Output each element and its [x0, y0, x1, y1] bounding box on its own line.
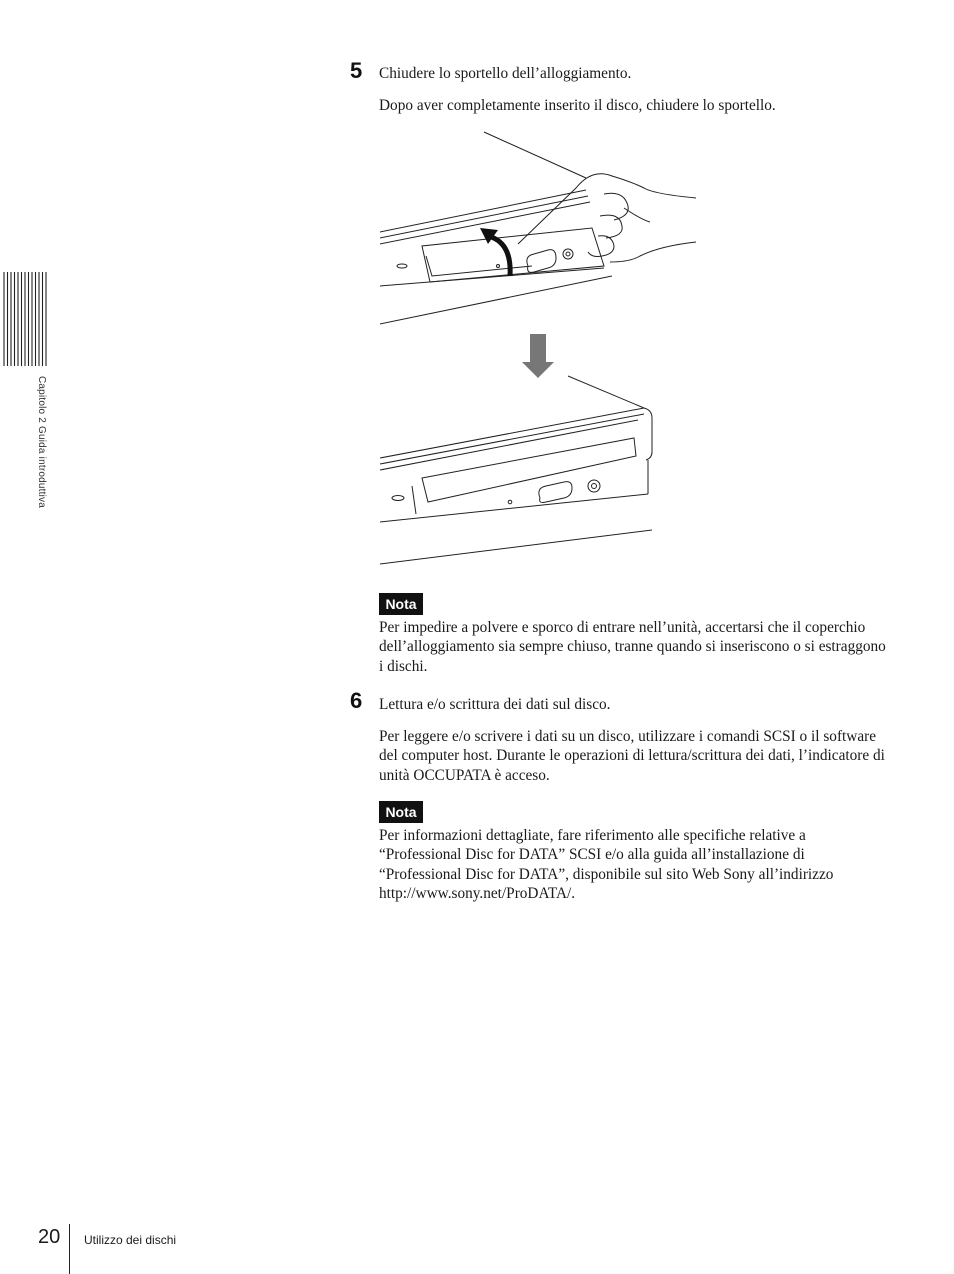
chapter-label: Capitolo 2 Guida introduttiva [36, 376, 47, 508]
step-title: Chiudere lo sportello dell’alloggiamento. [379, 65, 632, 82]
page-number: 20 [38, 1226, 61, 1248]
footer-divider [69, 1224, 70, 1274]
step-number: 6 [350, 688, 363, 713]
note-text: Per informazioni dettagliate, fare riferimento alle specifiche relative a “Professional Disc for DATA” SCSI e/o alla guida all’installazione di “Professional Disc for DATA”, disponibile sul sito Web Sony all’indirizzo http://www.sony.net/ProDATA/. [379, 827, 834, 902]
drive-door-closing-illustration [372, 126, 707, 572]
note-badge: Nota [379, 593, 423, 615]
step-title: Lettura e/o scrittura dei dati sul disco. [379, 696, 611, 713]
chapter-tab-marker [2, 272, 48, 366]
step-body: Per leggere e/o scrivere i dati su un disco, utilizzare i comandi SCSI o il software del computer host. Durante le operazioni di lettura/scrittura dei dati, l’indicatore di unità OCCUPATA è acceso. [379, 728, 885, 784]
step-number: 5 [350, 58, 363, 83]
note-text: Per impedire a polvere e sporco di entrare nell’unità, accertarsi che il coperchio dell’alloggiamento sia sempre chiuso, tranne quando si inseriscono o si estraggono i dischi. [379, 619, 886, 675]
section-title: Utilizzo dei dischi [84, 1233, 177, 1247]
note-badge: Nota [379, 801, 423, 823]
step-body: Dopo aver completamente inserito il disco, chiudere lo sportello. [379, 97, 776, 114]
